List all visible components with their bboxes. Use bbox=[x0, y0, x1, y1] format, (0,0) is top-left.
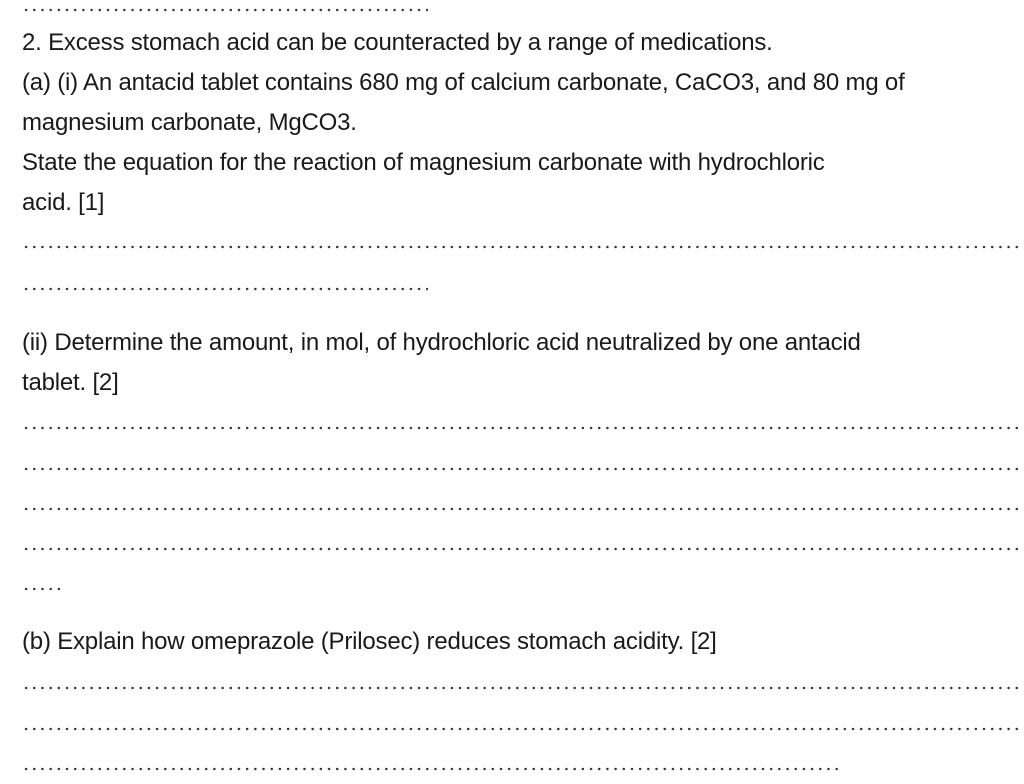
part-a-i-line-3: State the equation for the reaction of magnesium carbonate with hydrochloric bbox=[22, 149, 825, 176]
answer-line-top bbox=[22, 8, 428, 12]
part-a-i-line-1: (a) (i) An antacid tablet contains 680 mg of calcium carbonate, CaCO3, and 80 mg of bbox=[22, 69, 905, 96]
answer-line-a-i-2[interactable] bbox=[22, 287, 428, 291]
part-a-ii-line-2: tablet. [2] bbox=[22, 369, 119, 396]
part-b-line-1: (b) Explain how omeprazole (Prilosec) reduces stomach acidity. [2] bbox=[22, 628, 717, 655]
answer-line-a-ii-2[interactable] bbox=[22, 467, 1020, 471]
answer-line-a-ii-4[interactable] bbox=[22, 547, 1020, 551]
answer-line-a-i-1[interactable] bbox=[22, 245, 1020, 249]
answer-line-b-2[interactable] bbox=[22, 727, 1020, 731]
answer-line-b-3[interactable] bbox=[22, 767, 838, 771]
part-a-i-line-2: magnesium carbonate, MgCO3. bbox=[22, 109, 357, 136]
answer-line-a-ii-5[interactable] bbox=[22, 587, 62, 591]
answer-line-a-ii-1[interactable] bbox=[22, 426, 1020, 430]
part-a-i-line-4: acid. [1] bbox=[22, 189, 105, 216]
answer-line-a-ii-3[interactable] bbox=[22, 507, 1020, 511]
question-heading: 2. Excess stomach acid can be counteracted by a range of medications. bbox=[22, 29, 773, 56]
part-a-ii-line-1: (ii) Determine the amount, in mol, of hydrochloric acid neutralized by one antacid bbox=[22, 329, 861, 356]
answer-line-b-1[interactable] bbox=[22, 686, 1020, 690]
